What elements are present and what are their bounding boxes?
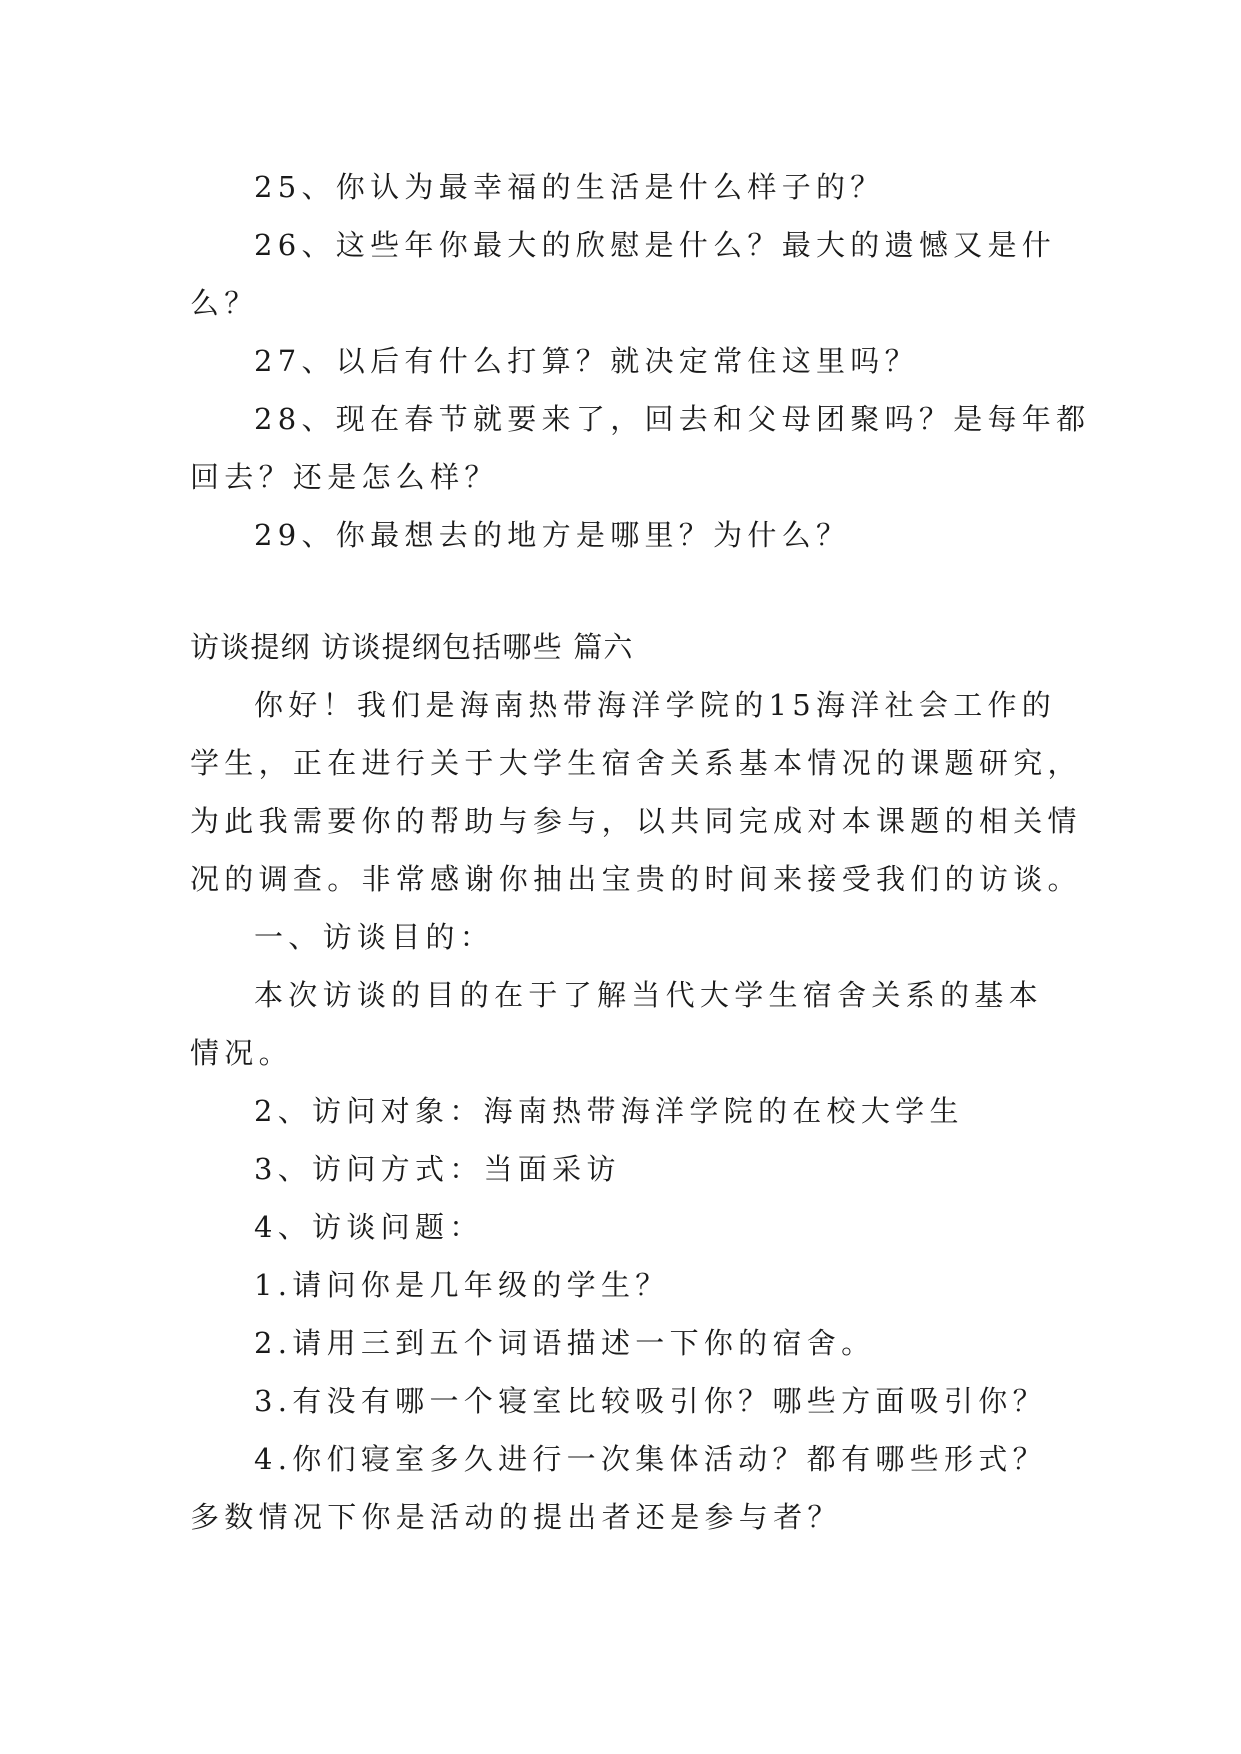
section-spacer xyxy=(190,564,1070,618)
interview-method: 3、访问方式：当面采访 xyxy=(254,1152,621,1186)
section-heading: 访谈提纲 访谈提纲包括哪些 篇六 xyxy=(190,630,634,664)
interview-question-2: 2.请用三到五个词语描述一下你的宿舍。 xyxy=(254,1326,876,1360)
question-29: 29、你最想去的地方是哪里？为什么？ xyxy=(254,518,851,552)
interview-question-4-line-1: 4.你们寝室多久进行一次集体活动？都有哪些形式？ xyxy=(254,1442,1047,1476)
document-body xyxy=(190,158,1091,1546)
interview-target: 2、访问对象：海南热带海洋学院的在校大学生 xyxy=(254,1094,964,1128)
question-25: 25、你认为最幸福的生活是什么样子的？ xyxy=(254,170,885,204)
interview-question-3: 3.有没有哪一个寝室比较吸引你？哪些方面吸引你？ xyxy=(254,1384,1047,1418)
question-27: 27、以后有什么打算？就决定常住这里吗？ xyxy=(254,344,919,378)
question-26-line-2: 么？ xyxy=(190,286,259,320)
interview-question-1: 1.请问你是几年级的学生？ xyxy=(254,1268,670,1302)
intro-line-3: 为此我需要你的帮助与参与，以共同完成对本课题的相关情 xyxy=(190,804,1082,838)
intro-line-4: 况的调查。非常感谢你抽出宝贵的时间来接受我们的访谈。 xyxy=(190,862,1082,896)
intro-line-2: 学生，正在进行关于大学生宿舍关系基本情况的课题研究， xyxy=(190,746,1082,780)
interview-question-4-line-2: 多数情况下你是活动的提出者还是参与者？ xyxy=(190,1500,842,1534)
question-28-line-2: 回去？还是怎么样？ xyxy=(190,460,499,494)
question-26-line-1: 26、这些年你最大的欣慰是什么？最大的遗憾又是什 xyxy=(254,228,1057,262)
purpose-line-2: 情况。 xyxy=(190,1036,293,1070)
intro-line-1: 你好！我们是海南热带海洋学院的15海洋社会工作的 xyxy=(254,688,1057,722)
purpose-heading: 一、访谈目的： xyxy=(254,920,495,954)
purpose-line-1: 本次访谈的目的在于了解当代大学生宿舍关系的基本 xyxy=(254,978,1043,1012)
interview-questions-heading: 4、访谈问题： xyxy=(254,1210,484,1244)
question-28-line-1: 28、现在春节就要来了，回去和父母团聚吗？是每年都 xyxy=(254,402,1091,436)
